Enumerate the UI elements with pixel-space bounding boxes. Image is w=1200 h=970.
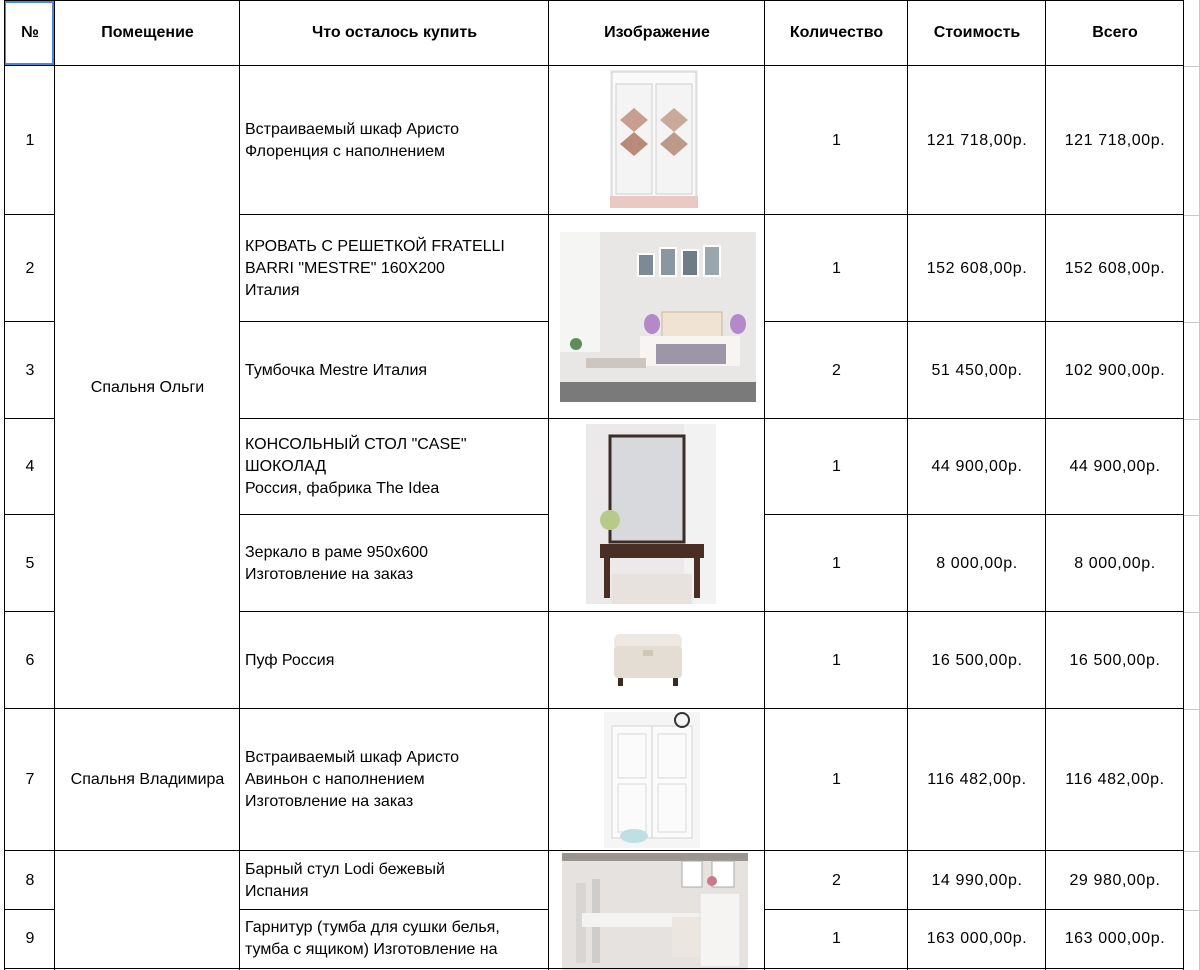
item-price[interactable]: 121 718,00р.	[926, 131, 1028, 149]
item-price[interactable]: 8 000,00р.	[936, 554, 1018, 572]
item-price[interactable]: 51 450,00р.	[931, 361, 1023, 379]
border	[764, 909, 1184, 910]
border	[4, 418, 55, 419]
console-mirror-image	[586, 424, 716, 604]
item-total[interactable]: 102 900,00р.	[1064, 361, 1166, 379]
item-total[interactable]: 16 500,00р.	[1069, 651, 1161, 669]
item-name[interactable]: Зеркало в раме 950x600 Изготовление на заказ	[245, 543, 429, 583]
item-name[interactable]: Тумбочка Mestre Италия	[245, 361, 428, 379]
room-cell-empty[interactable]	[55, 851, 240, 970]
bed-mestre-image	[560, 232, 756, 402]
item-qty[interactable]: 2	[832, 871, 841, 889]
room-cell-olga[interactable]: Спальня Ольги	[90, 378, 205, 396]
gridline	[1184, 419, 1200, 420]
item-qty[interactable]: 1	[832, 554, 841, 572]
gridline	[1184, 851, 1200, 852]
border	[4, 214, 55, 215]
header-num[interactable]: №	[21, 24, 39, 41]
border	[548, 214, 765, 215]
border	[239, 0, 240, 970]
item-price[interactable]: 116 482,00р.	[927, 771, 1027, 788]
border	[4, 0, 5, 970]
border	[239, 321, 549, 322]
border	[1045, 0, 1046, 970]
border	[4, 708, 1184, 709]
border	[54, 0, 55, 970]
border	[4, 65, 1184, 66]
border	[764, 611, 1184, 612]
row-num[interactable]: 4	[25, 458, 35, 475]
item-total[interactable]: 121 718,00р.	[1064, 131, 1166, 149]
item-name[interactable]: Барный стул Lodi бежевый Испания	[245, 860, 445, 900]
border	[4, 0, 1184, 1]
item-price[interactable]: 16 500,00р.	[931, 651, 1023, 669]
border	[4, 514, 55, 515]
gridline	[1184, 612, 1200, 613]
item-price[interactable]: 14 990,00р.	[931, 871, 1023, 889]
border	[4, 850, 1184, 851]
header-image[interactable]: Изображение	[604, 24, 710, 41]
row-num[interactable]: 8	[25, 871, 35, 889]
item-total[interactable]: 116 482,00р.	[1065, 771, 1165, 788]
border	[239, 909, 549, 910]
border	[907, 0, 908, 970]
item-price[interactable]: 163 000,00р.	[926, 930, 1028, 947]
border	[4, 909, 55, 910]
gridline	[1184, 910, 1200, 911]
border	[764, 321, 1184, 322]
wardrobe-florence-image	[610, 70, 698, 208]
item-price[interactable]: 152 608,00р.	[926, 259, 1028, 277]
item-qty[interactable]: 1	[832, 458, 841, 475]
item-qty[interactable]: 1	[832, 259, 841, 277]
border	[764, 0, 765, 970]
border	[764, 214, 1184, 215]
wardrobe-avignon-image	[604, 712, 700, 848]
item-name[interactable]: Встраиваемый шкаф Аристо Флоренция с наполнением	[245, 120, 459, 160]
header-total[interactable]: Всего	[1092, 24, 1138, 41]
item-qty[interactable]: 2	[832, 361, 841, 379]
border	[548, 418, 765, 419]
border	[239, 611, 549, 612]
item-name[interactable]: Встраиваемый шкаф Аристо Авиньон с наполнением Изготовление на заказ	[245, 749, 459, 810]
item-total[interactable]: 29 980,00р.	[1069, 871, 1161, 889]
item-name[interactable]: КОНСОЛЬНЫЙ СТОЛ "CASE" ШОКОЛАД Россия, фабрика The Idea	[245, 436, 467, 497]
bathroom-set-image	[562, 853, 748, 970]
border	[4, 611, 55, 612]
border	[764, 418, 1184, 419]
header-room[interactable]: Помещение	[101, 24, 194, 41]
item-qty[interactable]: 1	[832, 930, 841, 947]
item-qty[interactable]: 1	[832, 771, 841, 788]
gridline	[1184, 515, 1200, 516]
item-qty[interactable]: 1	[832, 131, 841, 149]
border	[239, 514, 549, 515]
border	[239, 214, 549, 215]
item-total[interactable]: 44 900,00р.	[1069, 458, 1161, 475]
gridline	[1184, 709, 1200, 710]
border	[1183, 0, 1184, 970]
gridline	[1184, 215, 1200, 216]
row-num[interactable]: 1	[25, 131, 35, 149]
item-total[interactable]: 152 608,00р.	[1064, 259, 1166, 277]
item-total[interactable]: 163 000,00р.	[1064, 930, 1166, 947]
row-num[interactable]: 6	[25, 651, 35, 669]
header-price[interactable]: Стоимость	[933, 24, 1021, 41]
pouf-image	[610, 628, 686, 690]
row-num[interactable]: 5	[25, 554, 35, 572]
row-num[interactable]: 7	[25, 771, 35, 788]
border	[239, 418, 549, 419]
header-to-buy[interactable]: Что осталось купить	[311, 24, 478, 41]
gridline	[1184, 322, 1200, 323]
border	[4, 968, 1184, 969]
border	[764, 514, 1184, 515]
item-total[interactable]: 8 000,00р.	[1074, 554, 1156, 572]
item-name[interactable]: Пуф Россия	[245, 651, 335, 669]
item-price[interactable]: 44 900,00р.	[931, 458, 1023, 475]
border	[548, 0, 549, 970]
item-qty[interactable]: 1	[832, 651, 841, 669]
row-num[interactable]: 3	[25, 361, 35, 379]
item-name[interactable]: Гарнитур (тумба для сушки белья, тумба с ящиком) Изготовление на	[245, 919, 500, 958]
item-name[interactable]: КРОВАТЬ С РЕШЕТКОЙ FRATELLI BARRI "MESTRE" 160X200 Италия	[245, 237, 505, 299]
border	[548, 611, 765, 612]
row-num[interactable]: 2	[25, 259, 35, 277]
row-num[interactable]: 9	[25, 930, 35, 947]
room-cell-vladimir[interactable]: Спальня Владимира	[70, 771, 225, 788]
gridline	[1184, 66, 1200, 67]
border	[4, 321, 55, 322]
header-qty[interactable]: Количество	[789, 24, 884, 41]
